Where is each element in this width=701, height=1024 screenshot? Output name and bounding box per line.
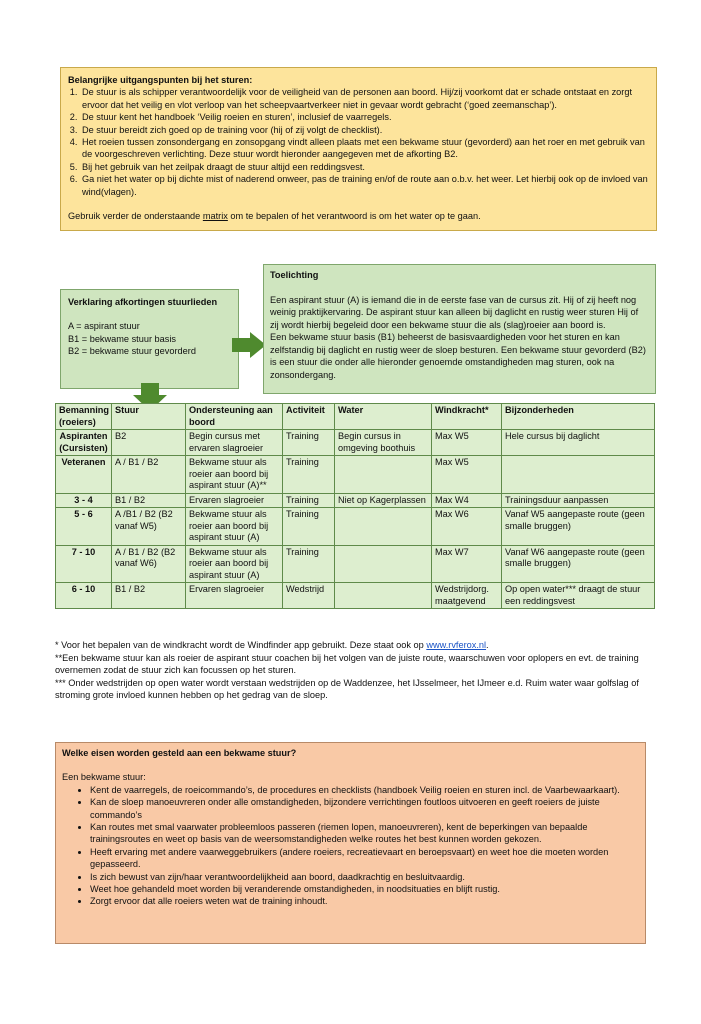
table-cell: Begin cursus met ervaren slagroeier: [186, 430, 283, 456]
toelichting-paragraph: Een bekwame stuur basis (B1) beheerst de basisvaardigheden voor het sturen en kan zelfstandig bij daglicht en rustig weer de sloep besturen. Een bekwame stuur gevorderd (B2) is een stuur die onder alle hieronder genoemde omstandigheden mag sturen, ook na zonsondergang.: [270, 332, 646, 380]
toelichting-title: Toelichting: [270, 270, 319, 280]
table-cell: A /B1 / B2 (B2 vanaf W5): [112, 508, 186, 546]
abbreviations-title: Verklaring afkortingen stuurlieden: [68, 297, 218, 307]
table-cell: A / B1 / B2 (B2 vanaf W6): [112, 545, 186, 583]
abbreviation-line: B2 = bekwame stuur gevorderd: [68, 346, 196, 357]
table-cell: Ervaren slagroeier: [186, 583, 283, 609]
table-cell: Max W4: [432, 493, 502, 508]
principle-item: 3. De stuur bereidt zich goed op de training voor (hij of zij volgt de checklist).: [80, 124, 649, 136]
table-cell: Max W7: [432, 545, 502, 583]
table-cell: Ervaren slagroeier: [186, 493, 283, 508]
table-cell: 6 - 10: [56, 583, 112, 609]
steering-matrix-table: [55, 403, 655, 609]
table-cell: Veteranen: [56, 456, 112, 494]
principle-item: 5. Bij het gebruik van het zeilpak draagt de stuur altijd een reddingsvest.: [80, 161, 649, 173]
table-cell: Begin cursus in omgeving boothuis: [335, 430, 432, 456]
table-cell: Aspiranten (Cursisten): [56, 430, 112, 456]
table-row: [56, 456, 655, 494]
table-cell: [335, 583, 432, 609]
toelichting-box: [263, 264, 656, 394]
table-cell: Max W6: [432, 508, 502, 546]
table-cell: Bekwame stuur als roeier aan boord bij aspirant stuur (A)**: [186, 456, 283, 494]
footer-text-before: Gebruik verder de onderstaande: [68, 211, 203, 222]
column-header: Activiteit: [283, 404, 335, 430]
footnote-windkracht: [55, 639, 665, 652]
table-cell: Max W5: [432, 456, 502, 494]
table-cell: Vanaf W5 aangepaste route (geen smalle bruggen): [502, 508, 655, 546]
requirement-item: • Kent de vaarregels, de roeicommando’s, de procedures en checklists (handboek Veilig roeien en sturen incl. de Vaarbewaarkaart).: [90, 784, 639, 796]
table-cell: Trainingsduur aanpassen: [502, 493, 655, 508]
table-cell: [502, 456, 655, 494]
principle-item: 4. Het roeien tussen zonsondergang en zonsopgang vindt alleen plaats met een bekwame stuur (gevorderd) aan het roer en met gebruik van de voorgeschreven verlichting. Deze stuur wordt hieronder aangegeven met de afkorting B2.: [80, 136, 649, 161]
requirement-item: • Zorgt ervoor dat alle roeiers weten wat de training inhoudt.: [90, 895, 639, 907]
table-cell: Wedstrijdorg. maatgevend: [432, 583, 502, 609]
requirements-title: Welke eisen worden gesteld aan een bekwame stuur?: [62, 748, 297, 758]
column-header: Stuur: [112, 404, 186, 430]
table-cell: Niet op Kagerplassen: [335, 493, 432, 508]
requirements-intro: Een bekwame stuur:: [62, 772, 146, 783]
table-cell: Training: [283, 430, 335, 456]
table-cell: 7 - 10: [56, 545, 112, 583]
table-row: [56, 545, 655, 583]
table-cell: Vanaf W6 aangepaste route (geen smalle bruggen): [502, 545, 655, 583]
principles-title: Belangrijke uitgangspunten bij het sturen:: [68, 75, 253, 85]
requirement-item: • Weet hoe gehandeld moet worden bij veranderende omstandigheden, in noodsituaties en blijft rustig.: [90, 883, 639, 895]
requirement-item: • Heeft ervaring met andere vaarweggebruikers (andere roeiers, recreatievaart en beroepsvaart) en weet hoe die moeten worden gepasseerd.: [90, 846, 639, 871]
principle-item: 1. De stuur is als schipper verantwoordelijk voor de veiligheid van de personen aan boord. Hij/zij voorkomt dat er schade ontstaat en zorgt ervoor dat het veilig en vlot verloop van het scheepvaartverkeer niet in gevaar wordt gebracht (‘goed zeemanschap’).: [80, 86, 649, 111]
table-cell: 5 - 6: [56, 508, 112, 546]
table-header-row: [56, 404, 655, 430]
table-row: [56, 508, 655, 546]
requirements-list: [62, 784, 639, 908]
website-link[interactable]: www.rvferox.nl: [426, 640, 487, 650]
footnotes: [55, 639, 665, 702]
table-cell: Training: [283, 456, 335, 494]
principles-footer: [68, 210, 649, 222]
footnote-open-water: *** Onder wedstrijden op open water wordt verstaan wedstrijden op de Waddenzee, het IJsselmeer, het IJmeer e.d. Ruim water waar golfslag of stroming grote invloed kunnen hebben op het gedrag van de sloep.: [55, 677, 639, 701]
abbreviation-line: B1 = bekwame stuur basis: [68, 333, 177, 344]
table-row: [56, 430, 655, 456]
toelichting-paragraph: Een aspirant stuur (A) is iemand die in de eerste fase van de cursus zit. Hij of zij heeft nog weinig praktijkervaring. De aspirant stuur kan alleen bij daglicht en rustig weer sturen Hij of zij wordt hierbij begeleid door een bekwame stuur die als (slag)roeier aan boord is.: [270, 294, 639, 330]
table-cell: Wedstrijd: [283, 583, 335, 609]
table-cell: B1 / B2: [112, 583, 186, 609]
table-cell: B2: [112, 430, 186, 456]
principles-list: [68, 86, 649, 198]
requirements-box: [55, 742, 646, 944]
table-cell: Max W5: [432, 430, 502, 456]
table-cell: 3 - 4: [56, 493, 112, 508]
table-cell: Training: [283, 493, 335, 508]
column-header: Bijzonderheden: [502, 404, 655, 430]
table-cell: [335, 456, 432, 494]
column-header: Ondersteuning aan boord: [186, 404, 283, 430]
matrix-link: matrix: [202, 211, 228, 222]
requirement-item: • Is zich bewust van zijn/haar verantwoordelijkheid aan boord, daadkrachtig en besluitvaardig.: [90, 871, 639, 883]
footnote-coach: **Een bekwame stuur kan als roeier de aspirant stuur coachen bij het volgen van de juiste route, waarschuwen voor oplopers en evt. de training overnemen zodat de stuur zich kan focussen op het sturen.: [55, 652, 639, 676]
table-cell: Training: [283, 545, 335, 583]
table-cell: [335, 508, 432, 546]
table-cell: [335, 545, 432, 583]
principle-item: 2. De stuur kent het handboek ‘Veilig roeien en sturen’, inclusief de vaarregels.: [80, 111, 649, 123]
principles-box: [60, 67, 657, 231]
table-cell: Bekwame stuur als roeier aan boord bij aspirant stuur (A): [186, 545, 283, 583]
table-cell: Bekwame stuur als roeier aan boord bij aspirant stuur (A): [186, 508, 283, 546]
table-cell: Training: [283, 508, 335, 546]
table-cell: Hele cursus bij daglicht: [502, 430, 655, 456]
requirement-item: • Kan routes met smal vaarwater probleemloos passeren (riemen lopen, manoeuvreren), kent de beperkingen van bepaalde trainingsroutes en weet op basis van de weersomstandigheden welke routes het best kunnen worden gekozen.: [90, 821, 639, 846]
column-header: Water: [335, 404, 432, 430]
arrow-right-icon: [232, 332, 266, 358]
table-row: [56, 493, 655, 508]
footnote-text: .: [486, 640, 489, 650]
table-cell: B1 / B2: [112, 493, 186, 508]
requirement-item: • Kan de sloep manoeuvreren onder alle omstandigheden, bijzondere verrichtingen foutloos uitvoeren en geeft roeiers de juiste commando’s: [90, 796, 639, 821]
table-cell: A / B1 / B2: [112, 456, 186, 494]
column-header: Bemanning (roeiers): [56, 404, 112, 430]
table-cell: Op open water*** draagt de stuur een reddingsvest: [502, 583, 655, 609]
principle-item: 6. Ga niet het water op bij dichte mist of naderend onweer, pas de training en/of de route aan o.b.v. het weer. Let hierbij ook op de invloed van wind(vlagen).: [80, 173, 649, 198]
table-row: [56, 583, 655, 609]
column-header: Windkracht*: [432, 404, 502, 430]
abbreviations-box: [60, 289, 239, 389]
footnote-text: * Voor het bepalen van de windkracht wordt de Windfinder app gebruikt. Deze staat ook op: [55, 640, 427, 650]
abbreviation-line: A = aspirant stuur: [68, 321, 140, 332]
footer-text-after: om te bepalen of het verantwoord is om het water op te gaan.: [227, 211, 481, 222]
